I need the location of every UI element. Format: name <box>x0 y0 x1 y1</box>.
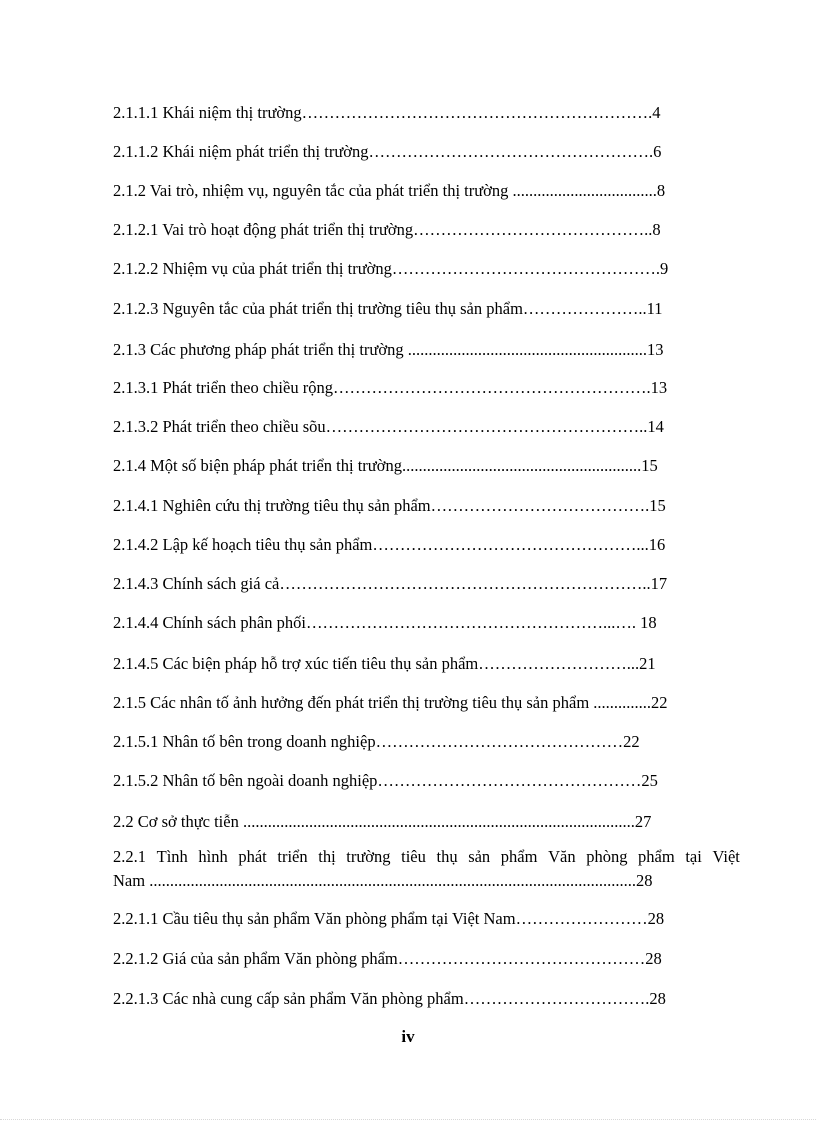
toc-entry-line-1 <box>113 845 740 869</box>
toc-word: tại <box>685 847 702 866</box>
toc-entry-text: 2.1.1.2 Khái niệm phát triển thị trường…………………………………………….6 <box>113 142 662 161</box>
page-edge-divider <box>0 1119 816 1120</box>
toc-entry <box>113 987 740 1011</box>
toc-word: phát <box>238 847 267 866</box>
toc-entry <box>113 338 740 362</box>
toc-word: sản <box>468 847 491 866</box>
toc-entry <box>113 297 740 321</box>
toc-entry-text: 2.1.4 Một số biện pháp phát triển thị trường..........................................................15 <box>113 456 658 475</box>
toc-entry-text: 2.1.3.2 Phát triển theo chiều sõu…………………………………………………..14 <box>113 417 664 436</box>
toc-entry-multiline <box>113 845 740 893</box>
toc-word: thụ <box>436 847 458 866</box>
toc-entry <box>113 611 740 635</box>
toc-entry-text: 2.2.1.2 Giá của sản phẩm Văn phòng phẩm………………………………………28 <box>113 949 662 968</box>
toc-entry-text: 2.1.2.1 Vai trò hoạt động phát triển thị trường……………………………………..8 <box>113 220 661 239</box>
toc-entry-text: 2.1.2.2 Nhiệm vụ của phát triển thị trường………………………………………….9 <box>113 259 669 278</box>
toc-entry <box>113 101 740 125</box>
toc-entry-text: 2.1.4.2 Lập kế hoạch tiêu thụ sản phẩm…………………………………………...16 <box>113 535 666 554</box>
toc-entry <box>113 257 740 281</box>
toc-entry <box>113 454 740 478</box>
toc-word: Văn <box>548 847 576 866</box>
toc-entry-text: 2.1.5 Các nhân tố ảnh hưởng đến phát triển thị trường tiêu thụ sản phẩm ..............22 <box>113 693 668 712</box>
toc-entry <box>113 376 740 400</box>
toc-entry <box>113 691 740 715</box>
toc-entry-text: 2.2.1.1 Cầu tiêu thụ sản phẩm Văn phòng phẩm tại Việt Nam……………………28 <box>113 909 665 928</box>
toc-word: tiêu <box>401 847 426 866</box>
toc-entry <box>113 218 740 242</box>
toc-entry <box>113 415 740 439</box>
toc-word: phòng <box>586 847 628 866</box>
toc-entry <box>113 140 740 164</box>
toc-entry-text: 2.1.1.1 Khái niệm thị trường……………………………………………………….4 <box>113 103 661 122</box>
toc-entry <box>113 179 740 203</box>
toc-entry-text: 2.1.2 Vai trò, nhiệm vụ, nguyên tắc của phát triển thị trường ...................................8 <box>113 181 666 200</box>
toc-entry-text: 2.1.4.3 Chính sách giá cả…………………………………………………………..17 <box>113 574 668 593</box>
toc-entry <box>113 730 740 754</box>
toc-entry <box>113 907 740 931</box>
toc-entry-text: 2.1.4.4 Chính sách phân phối………………………………………………...…. 18 <box>113 613 657 632</box>
toc-word: thị <box>318 847 336 866</box>
toc-entry <box>113 769 740 793</box>
toc-word: hình <box>198 847 228 866</box>
toc-word: phẩm <box>638 847 675 866</box>
toc-entry-text: 2.1.4.5 Các biện pháp hỗ trợ xúc tiến tiêu thụ sản phẩm………………………...21 <box>113 654 656 673</box>
toc-word: Việt <box>712 847 740 866</box>
toc-entry <box>113 494 740 518</box>
toc-word: trường <box>346 847 391 866</box>
toc-entry-text: 2.1.5.1 Nhân tố bên trong doanh nghiệp………………………………………22 <box>113 732 640 751</box>
toc-entry <box>113 533 740 557</box>
toc-entry-text: 2.1.4.1 Nghiên cứu thị trường tiêu thụ sản phẩm………………………………….15 <box>113 496 666 515</box>
toc-entry <box>113 947 740 971</box>
toc-entry-text: 2.1.3.1 Phát triển theo chiều rộng………………………………………………….13 <box>113 378 668 397</box>
page-number: iv <box>401 1027 415 1046</box>
toc-entry <box>113 810 740 834</box>
toc-entry-text: 2.1.5.2 Nhân tố bên ngoài doanh nghiệp…………………………………………25 <box>113 771 658 790</box>
toc-word: 2.2.1 <box>113 847 146 866</box>
toc-entry <box>113 652 740 676</box>
toc-entry-text: 2.2.1.3 Các nhà cung cấp sản phẩm Văn phòng phẩm…………………………….28 <box>113 989 666 1008</box>
toc-word: triển <box>277 847 308 866</box>
toc-word: phẩm <box>500 847 538 866</box>
toc-word: Tình <box>156 847 188 866</box>
toc-entry-text: 2.2 Cơ sở thực tiễn ...............................................................................................27 <box>113 812 652 831</box>
toc-entry-text: 2.1.2.3 Nguyên tắc của phát triển thị trường tiêu thụ sản phẩm…………………..11 <box>113 299 663 318</box>
toc-entry <box>113 572 740 596</box>
toc-entry-text: 2.1.3 Các phương pháp phát triển thị trường ..........................................................13 <box>113 340 664 359</box>
toc-entry-line-2: Nam ......................................................................................................................28 <box>113 871 653 890</box>
